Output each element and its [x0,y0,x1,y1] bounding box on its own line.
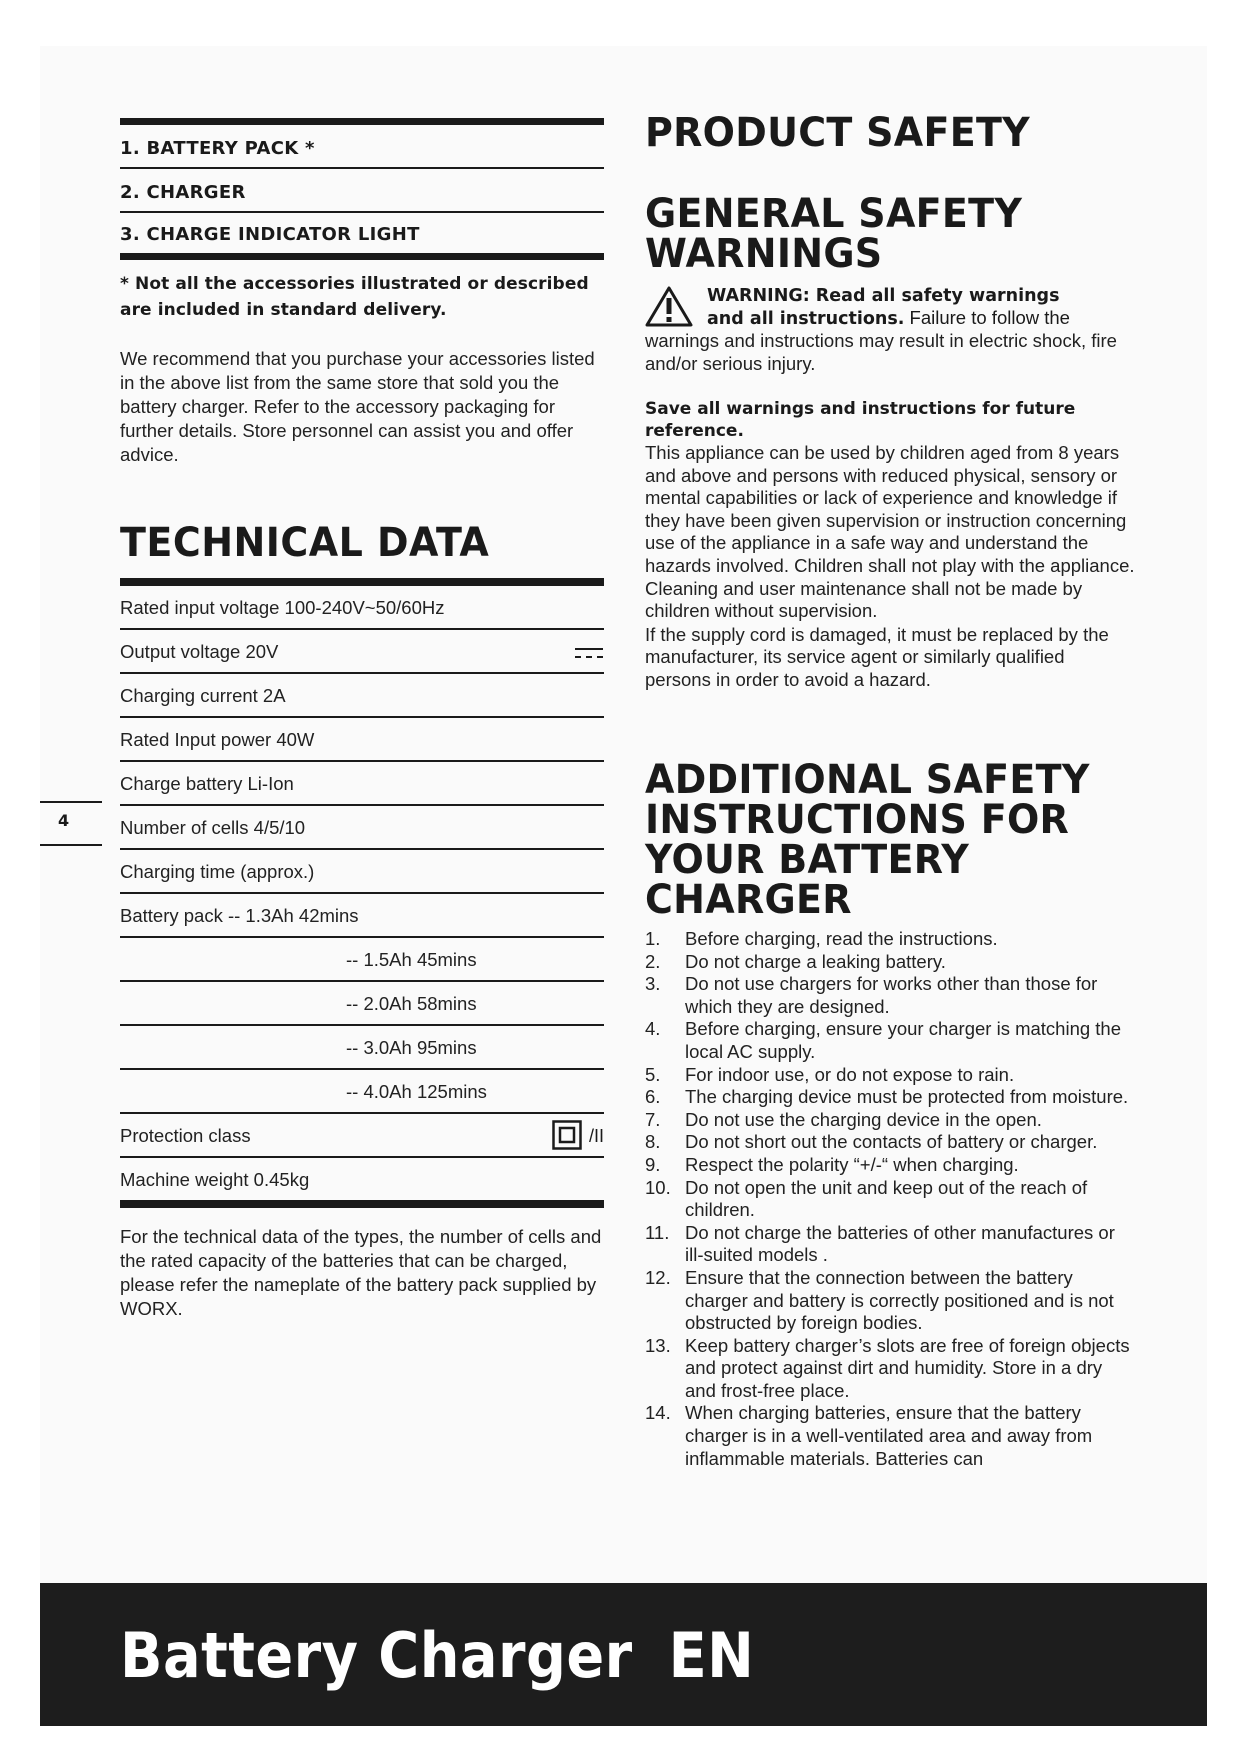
list-item [645,973,1135,1018]
page-number-rule [40,844,102,846]
heading-line: YOUR BATTERY [645,837,970,883]
tech-value: Rated input voltage 100-240V~50/60Hz [120,597,445,618]
heading-line: ADDITIONAL SAFETY [645,757,1090,803]
supply-cord-text: If the supply cord is damaged, it must be replaced by the manufacturer, its service agent or similarly qualified persons in order to avoid a hazard. [645,623,1109,690]
protection-class-suffix: /II [588,1126,604,1146]
part-label: 2. CHARGER [120,182,246,203]
list-item [645,928,1135,951]
additional-instructions-list [645,928,1135,1470]
item-text: Do not use chargers for works other than those for which they are designed. [685,973,1098,1017]
list-item [645,1154,1135,1177]
technical-data-heading: TECHNICAL DATA [120,520,490,566]
tech-row [120,1026,604,1070]
list-item [645,951,1135,974]
part-label: 3. CHARGE INDICATOR LIGHT [120,224,420,245]
product-name: Battery Charger [120,1619,633,1692]
tech-value: Charging current 2A [120,685,286,706]
technical-note: For the technical data of the types, the number of cells and the rated capacity of the batteries that can be charged, please refer the nameplate of the battery pack supplied by WORX. [120,1226,602,1319]
warning-text: warnings and instructions may result in electric shock, fire and/or serious injury. [645,330,1117,374]
item-text: Before charging, ensure your charger is matching the local AC supply. [685,1018,1122,1062]
language-code: EN [668,1619,755,1692]
part-row [120,213,604,260]
parts-top-rule [120,118,604,125]
item-number: 6. [645,1086,661,1108]
tech-row [120,894,604,938]
tech-value: -- 1.5Ah 45mins [346,949,477,970]
item-text: Before charging, read the instructions. [685,928,998,949]
product-safety-heading: PRODUCT SAFETY [645,110,1030,156]
item-number: 7. [645,1108,661,1130]
tech-value: Machine weight 0.45kg [120,1169,310,1190]
tech-row [120,718,604,762]
part-row [120,169,604,213]
parts-list [120,118,604,467]
tech-row [120,674,604,718]
item-text: Do not charge a leaking battery. [685,950,946,972]
page-number-rule [40,801,102,803]
item-number: 5. [645,1063,661,1085]
warning-line [707,307,1135,330]
item-text: Do not open the unit and keep out of the reach of children. [685,1176,1088,1221]
save-instructions-note: Save all warnings and instructions for future reference. [645,399,1076,441]
warning-bold: and all instructions. [707,309,905,329]
item-number: 12. [645,1266,671,1288]
tech-row [120,762,604,806]
part-label: 1. BATTERY PACK * [120,138,315,159]
item-number: 2. [645,950,661,972]
list-item [645,1267,1135,1335]
tech-value: Battery pack -- 1.3Ah 42mins [120,905,359,926]
tech-row [120,1070,604,1114]
appliance-usage-text: This appliance can be used by children aged from 8 years and above and persons with reduced physical, sensory or mental capabilities or lack of experience and knowledge if they have been given supervision or instruction concerning use of the appliance in a safe way and understand the hazards involved. Children shall not play with the appliance. Cleaning and user maintenance shall not be made by children without supervision. [645,442,1135,622]
warning-title: WARNING: Read all safety warnings [707,286,1060,306]
general-safety-heading: GENERAL SAFETY [645,191,1023,237]
list-item [645,1402,1135,1470]
item-text: Ensure that the connection between the battery charger and battery is correctly positioned and is not obstructed by foreign bodies. [685,1266,1114,1334]
tech-row [120,1158,604,1208]
list-item [645,1177,1135,1222]
item-number: 14. [645,1402,671,1424]
item-text: Keep battery charger’s slots are free of foreign objects and protect against dirt and humidity. Store in a dry and frost-free place. [685,1334,1130,1401]
item-text: For indoor use, or do not expose to rain. [685,1063,1015,1085]
tech-value: Charging time (approx.) [120,861,315,882]
accessories-note: * Not all the accessories illustrated or described are included in standard delivery. [120,274,589,320]
additional-safety-heading [645,757,1135,923]
warning-block [645,285,1135,375]
item-number: 10. [645,1176,671,1198]
item-text: Do not use the charging device in the open. [685,1108,1042,1130]
accessories-intro: We recommend that you purchase your accessories listed in the above list from the same store that sold you the battery charger. Refer to the accessory packaging for further details. Store personnel can assist you and offer advice. [120,348,595,465]
item-text: Respect the polarity “+/-“ when charging. [685,1153,1019,1175]
list-item [645,1018,1135,1063]
tech-row [120,630,604,674]
dc-symbol-icon [574,647,604,659]
tech-value: Output voltage 20V [120,641,279,662]
footer-title [120,1619,754,1692]
list-item [645,1222,1135,1267]
tech-row [120,806,604,850]
heading-line: INSTRUCTIONS FOR [645,797,1070,843]
list-item [645,1131,1135,1154]
warning-triangle-icon [645,285,693,327]
heading-line: CHARGER [645,877,852,923]
item-text: When charging batteries, ensure that the battery charger is in a well-ventilated area and away from inflammable materials. Batteries can [685,1402,1093,1469]
tech-value: Number of cells 4/5/10 [120,817,306,838]
list-item [645,1064,1135,1087]
tech-value: Charge battery Li-Ion [120,773,294,794]
general-safety-heading: WARNINGS [645,231,883,277]
warning-text: Failure to follow the [904,307,1070,328]
item-number: 4. [645,1018,661,1040]
list-item [645,1086,1135,1109]
tech-value: Protection class [120,1125,251,1146]
tech-value: -- 2.0Ah 58mins [346,993,477,1014]
item-text: The charging device must be protected from moisture. [685,1086,1129,1108]
tech-row [120,938,604,982]
tech-row [120,982,604,1026]
tech-row [120,586,604,630]
list-item [645,1335,1135,1403]
double-insulation-icon [552,1120,582,1150]
technical-data-table [120,578,604,1208]
tech-value: -- 3.0Ah 95mins [346,1037,477,1058]
tech-row [120,1114,604,1158]
footer-band [40,1583,1207,1726]
part-row [120,125,604,169]
item-number: 1. [645,928,661,949]
list-item [645,1109,1135,1132]
page-number: 4 [58,811,70,830]
item-number: 11. [645,1221,670,1243]
tech-value: Rated Input power 40W [120,729,315,750]
item-number: 13. [645,1334,671,1356]
safety-body [645,398,1135,692]
table-top-rule [120,578,604,586]
tech-row [120,850,604,894]
item-number: 9. [645,1153,661,1175]
item-number: 3. [645,973,661,995]
item-number: 8. [645,1131,661,1153]
item-text: Do not short out the contacts of battery or charger. [685,1131,1098,1153]
item-text: Do not charge the batteries of other manufactures or ill-suited models . [685,1221,1115,1266]
tech-value: -- 4.0Ah 125mins [346,1081,487,1102]
